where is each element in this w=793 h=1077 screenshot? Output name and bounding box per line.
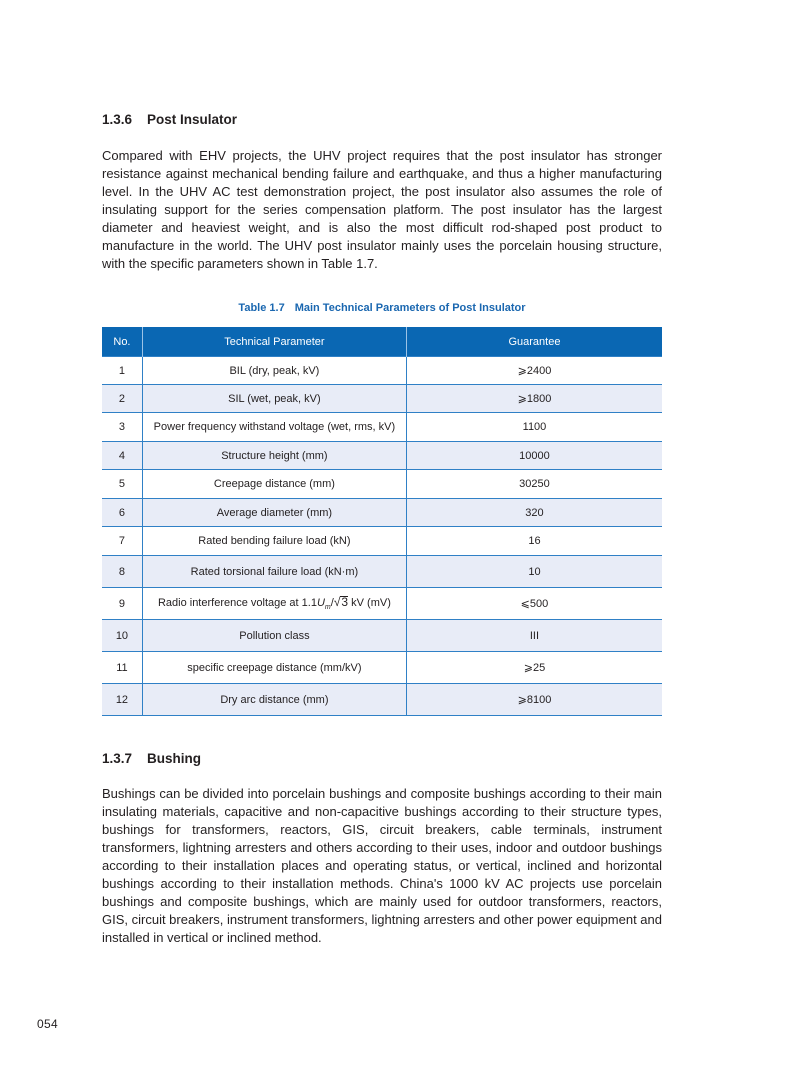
table-row (102, 470, 662, 499)
table-header-row (102, 327, 662, 357)
cell-parameter: Creepage distance (mm) (142, 470, 406, 499)
cell-no: 10 (102, 620, 142, 652)
cell-no: 6 (102, 499, 142, 527)
header-guarantee: Guarantee (406, 327, 662, 357)
table-row (102, 684, 662, 716)
table-caption-title: Main Technical Parameters of Post Insulator (294, 302, 526, 314)
param-suffix: kV (mV) (348, 597, 391, 610)
sqrt-radical-icon: √ (333, 595, 341, 610)
cell-no: 4 (102, 442, 142, 470)
table-row (102, 499, 662, 527)
bushing-paragraph: Bushings can be divided into porcelain bushings and composite bushings according to their main insulating materials, capacitive and non-capacitive bushings according to their structure types, bushings for transformers, reactors, GIS, circuit breakers, cable terminals, instrument transformers, lightning arresters and others according to their uses, indoor and outdoor bushings according to their installation places and operating status, or vertical, inclined and horizontal bushings according to their installation methods. China's 1000 kV AC projects use porcelain bushings and composite bushings, which are mainly used for outdoor transformers, reactors, GIS, circuit breakers, instrument transformers, lightning arresters and other power equipment and installed in vertical or inclined method. (102, 786, 662, 945)
cell-no: 5 (102, 470, 142, 499)
cell-guarantee: 30250 (406, 470, 662, 499)
cell-parameter: Dry arc distance (mm) (142, 684, 406, 716)
cell-parameter: Rated torsional failure load (kN·m) (142, 556, 406, 588)
cell-no: 2 (102, 385, 142, 413)
section-heading-bushing (102, 751, 201, 766)
param-sqrt-argument: 3 (341, 595, 349, 610)
section-number: 1.3.6 (102, 112, 133, 127)
cell-guarantee: ⩾25 (406, 652, 662, 684)
cell-guarantee: 10000 (406, 442, 662, 470)
cell-parameter: Average diameter (mm) (142, 499, 406, 527)
cell-parameter: SIL (wet, peak, kV) (142, 385, 406, 413)
section-number: 1.3.7 (102, 751, 133, 766)
param-symbol-u: U (316, 597, 325, 610)
cell-guarantee: ⩾1800 (406, 385, 662, 413)
cell-no: 9 (102, 588, 142, 620)
cell-no: 7 (102, 527, 142, 556)
section-title: Post Insulator (147, 112, 238, 127)
cell-parameter: Structure height (mm) (142, 442, 406, 470)
table-row (102, 413, 662, 442)
cell-guarantee: 10 (406, 556, 662, 588)
cell-parameter: Rated bending failure load (kN) (142, 527, 406, 556)
section-title: Bushing (147, 751, 201, 766)
table-row (102, 652, 662, 684)
cell-guarantee: 16 (406, 527, 662, 556)
page-number: 054 (37, 1017, 58, 1031)
cell-parameter: BIL (dry, peak, kV) (142, 357, 406, 385)
table-caption (102, 302, 662, 314)
cell-guarantee: ⩾8100 (406, 684, 662, 716)
cell-parameter: Power frequency withstand voltage (wet, rms, kV) (142, 413, 406, 442)
cell-no: 1 (102, 357, 142, 385)
cell-no: 3 (102, 413, 142, 442)
param-subscript-m: m (324, 604, 331, 612)
cell-guarantee: 320 (406, 499, 662, 527)
cell-parameter: specific creepage distance (mm/kV) (142, 652, 406, 684)
header-technical-parameter: Technical Parameter (142, 327, 406, 357)
cell-parameter: Pollution class (142, 620, 406, 652)
post-insulator-paragraph: Compared with EHV projects, the UHV project requires that the post insulator has stronger resistance against mechanical bending failure and earthquake, and thus a higher manufacturing level. In the UHV AC test demonstration project, the post insulator also assumes the role of insulating support for the series compensation platform. The post insulator has the largest diameter and heaviest weight, and is also the most difficult rod-shaped post product to manufacture in the world. The UHV post insulator mainly uses the porcelain housing structure, with the specific parameters shown in Table 1.7. (102, 148, 662, 271)
header-no: No. (102, 327, 142, 357)
table-row (102, 527, 662, 556)
cell-guarantee: ⩽500 (406, 588, 662, 620)
cell-guarantee: 1100 (406, 413, 662, 442)
table-row (102, 357, 662, 385)
table-row (102, 385, 662, 413)
table-row (102, 588, 662, 620)
cell-no: 8 (102, 556, 142, 588)
section-heading-post-insulator (102, 112, 237, 127)
cell-no: 12 (102, 684, 142, 716)
table-row (102, 556, 662, 588)
cell-parameter-radio-interference (142, 588, 406, 620)
table-caption-number: Table 1.7 (238, 302, 285, 314)
cell-no: 11 (102, 652, 142, 684)
table-row (102, 620, 662, 652)
cell-guarantee: III (406, 620, 662, 652)
parameters-table (102, 327, 662, 716)
cell-guarantee: ⩾2400 (406, 357, 662, 385)
table-row (102, 442, 662, 470)
param-prefix: Radio interference voltage at 1.1 (157, 597, 317, 610)
param-slash: / (330, 597, 334, 610)
